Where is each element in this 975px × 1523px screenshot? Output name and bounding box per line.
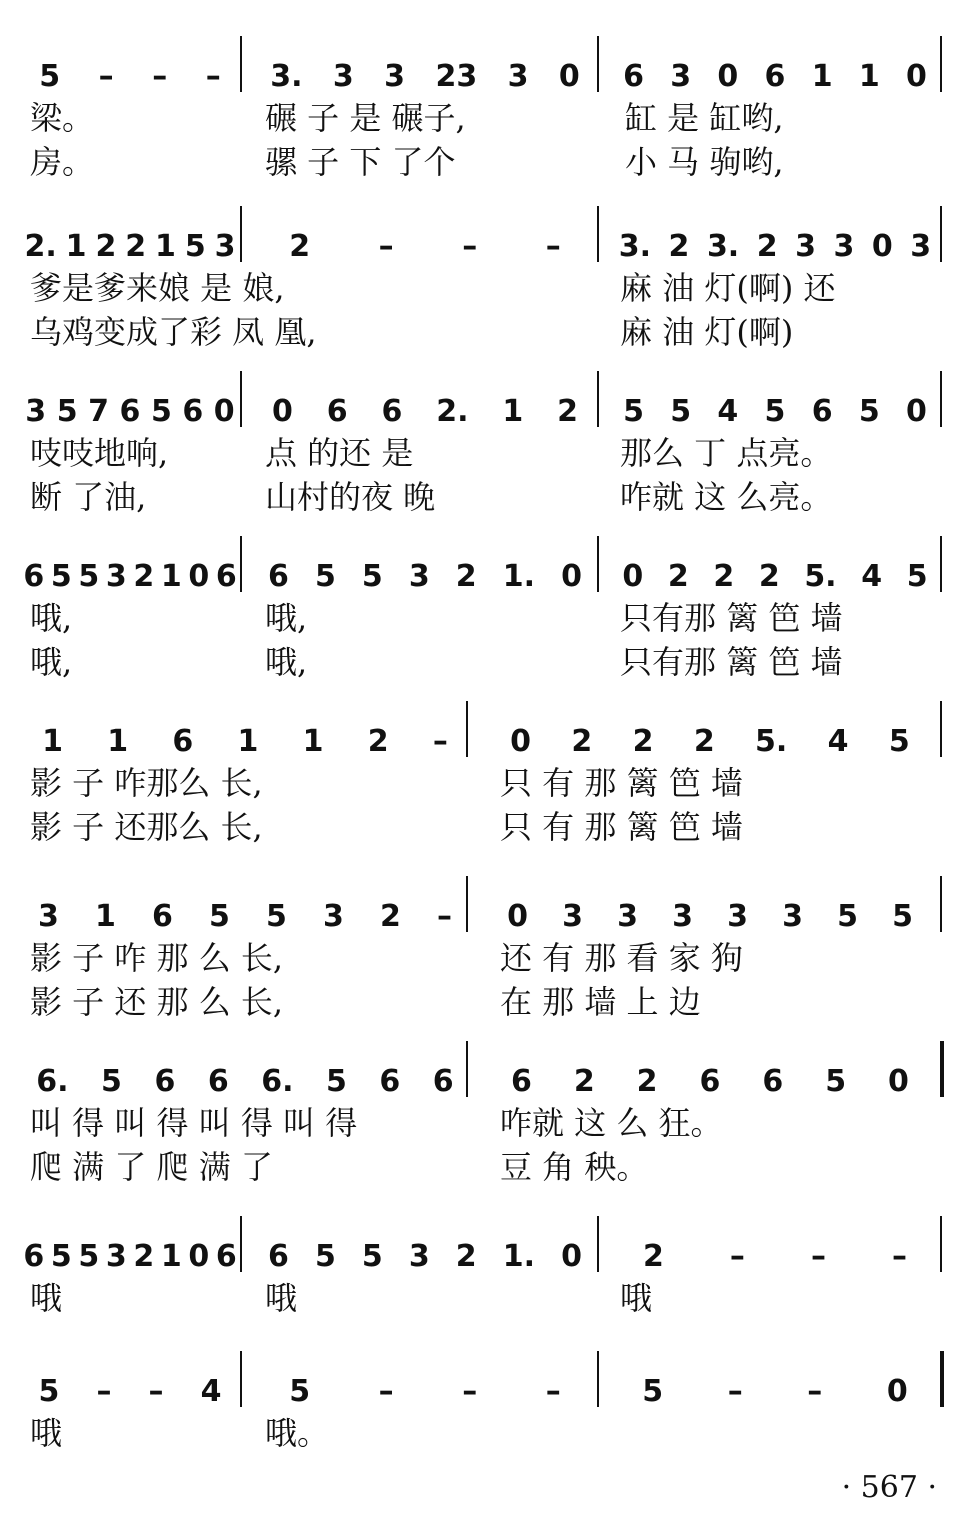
note: 1: [811, 59, 833, 94]
lyric-text: 梁。: [30, 99, 95, 137]
note: 5: [326, 1064, 347, 1099]
lyric-text: 影 子 还那么 长,: [30, 808, 263, 846]
measure: [490, 870, 930, 934]
measure: [255, 365, 595, 429]
lyric-text: 山村的夜 晚: [265, 478, 436, 516]
note: 3: [105, 1239, 127, 1274]
barline: [940, 206, 942, 262]
lyric-text: 那么 丁 点亮。: [620, 434, 833, 472]
note: 2: [379, 899, 401, 934]
note: 5: [858, 394, 880, 429]
note: 2.: [436, 394, 469, 429]
barline: [240, 36, 242, 92]
note: 3: [833, 229, 855, 264]
music-system: [0, 1035, 975, 1185]
lyric-line: [0, 644, 975, 684]
lyric-text: 吱吱地响,: [30, 434, 169, 472]
note: 2: [643, 1239, 664, 1274]
music-system: [0, 1345, 975, 1495]
lyric-text: 房。: [30, 143, 95, 181]
lyric-text: 爹是爹来娘 是 娘,: [30, 269, 285, 307]
note: 2: [557, 394, 579, 429]
lyric-line: [0, 984, 975, 1024]
note: 2: [367, 724, 389, 759]
note: –: [891, 1239, 907, 1274]
barline: [597, 1216, 599, 1272]
measure: [490, 695, 930, 759]
note: 5: [39, 59, 61, 94]
note: –: [462, 1374, 478, 1409]
lyric-text: 只 有 那 篱 笆 墙: [500, 808, 743, 846]
barline: [240, 371, 242, 427]
lyric-line: [0, 600, 975, 640]
note: 5: [314, 1239, 336, 1274]
barline: [940, 36, 942, 92]
note: 2: [668, 229, 690, 264]
note: 6: [432, 1064, 454, 1099]
barline: [240, 1351, 242, 1407]
note: –: [378, 229, 394, 264]
note: –: [545, 229, 561, 264]
note: 1.: [502, 559, 535, 594]
music-system: [0, 200, 975, 350]
note: 2: [133, 559, 155, 594]
measure: [20, 530, 240, 594]
lyric-text: 哦: [30, 1414, 63, 1452]
note: 7: [88, 394, 109, 429]
note: 6: [326, 394, 348, 429]
note: 5: [825, 1064, 847, 1099]
barline: [940, 371, 942, 427]
note: 2: [573, 1064, 595, 1099]
note: 6: [623, 59, 644, 94]
note: 2: [758, 559, 780, 594]
note: 2: [455, 559, 477, 594]
lyric-text: 哦,: [265, 599, 308, 637]
lyric-line: [0, 144, 975, 184]
note: 2: [632, 724, 654, 759]
measure: [255, 30, 595, 94]
measure: [20, 1345, 240, 1409]
note: 0: [188, 559, 210, 594]
lyric-text: 在 那 墙 上 边: [500, 983, 701, 1021]
note: –: [98, 59, 114, 94]
note: 5: [184, 229, 206, 264]
note: 0: [561, 559, 582, 594]
note: 2: [95, 229, 117, 264]
note: –: [462, 229, 478, 264]
music-system: [0, 695, 975, 845]
note: 2.: [24, 229, 57, 264]
note: 5: [314, 559, 336, 594]
barline: [597, 371, 599, 427]
note: 2: [636, 1064, 658, 1099]
note: 2: [693, 724, 715, 759]
lyric-text: 断 了油,: [30, 478, 147, 516]
note: 6: [268, 559, 289, 594]
measure: [610, 30, 940, 94]
note: 5: [209, 899, 230, 934]
note: 3: [910, 229, 932, 264]
lyric-line: [0, 765, 975, 805]
note: 6: [182, 394, 204, 429]
note: 6: [207, 1064, 229, 1099]
lyric-line: [0, 809, 975, 849]
measure: [610, 530, 940, 594]
note: 4: [200, 1374, 222, 1409]
note: 2: [667, 559, 689, 594]
note: 4: [827, 724, 849, 759]
measure: [20, 870, 470, 934]
barline: [466, 876, 468, 932]
note: 6: [23, 1239, 45, 1274]
lyric-text: 缸 是 缸哟,: [625, 99, 784, 137]
measure: [20, 1035, 470, 1099]
note: 2: [133, 1239, 155, 1274]
lyric-text: 哦,: [30, 643, 73, 681]
lyric-line: [0, 435, 975, 475]
note: 3: [795, 229, 816, 264]
note: 5: [50, 559, 72, 594]
music-system: [0, 870, 975, 1020]
note: 23: [435, 59, 478, 94]
lyric-text: 只 有 那 篱 笆 墙: [500, 764, 743, 802]
lyric-text: 点 的还 是: [265, 434, 414, 472]
note: 5: [78, 1239, 100, 1274]
note: 6: [119, 394, 141, 429]
note: 1: [107, 724, 129, 759]
barline: [466, 701, 468, 757]
note: 5: [361, 559, 383, 594]
note: 6: [23, 559, 45, 594]
barline: [940, 1216, 942, 1272]
note: 5: [56, 394, 78, 429]
note: 5: [289, 1374, 311, 1409]
lyric-line: [0, 100, 975, 140]
note: –: [152, 59, 168, 94]
note: 5: [78, 559, 100, 594]
note: 6: [762, 1064, 784, 1099]
note: 0: [888, 1064, 909, 1099]
measure: [255, 200, 595, 264]
measure: [610, 1345, 940, 1409]
lyric-text: 麻 油 灯(啊): [620, 313, 794, 351]
note: 3: [25, 394, 47, 429]
note: 5: [670, 394, 692, 429]
barline: [240, 206, 242, 262]
note: 2: [125, 229, 147, 264]
note: –: [729, 1239, 745, 1274]
note: –: [436, 899, 452, 934]
music-system: [0, 30, 975, 180]
lyric-text: 爬 满 了 爬 满 了: [30, 1148, 273, 1186]
lyric-text: 麻 油 灯(啊) 还: [620, 269, 836, 307]
measure: [255, 530, 595, 594]
note: 5: [906, 559, 928, 594]
lyric-text: 影 子 还 那 么 长,: [30, 983, 284, 1021]
note: 5: [150, 394, 172, 429]
lyric-line: [0, 270, 975, 310]
note: 0: [871, 229, 893, 264]
note: 0: [561, 1239, 582, 1274]
note: 0: [717, 59, 739, 94]
note: 0: [622, 559, 644, 594]
note: 2: [289, 229, 311, 264]
measure: [610, 200, 940, 264]
measure: [20, 30, 240, 94]
note: 5: [888, 724, 910, 759]
note: 0: [510, 724, 532, 759]
note: 6: [215, 1239, 237, 1274]
note: –: [148, 1374, 164, 1409]
note: 2: [571, 724, 593, 759]
note: 5: [764, 394, 786, 429]
lyric-text: 骡 子 下 了个: [265, 143, 456, 181]
note: 1: [502, 394, 524, 429]
lyric-text: 咋就 这 么 狂。: [500, 1104, 723, 1142]
page-number: · 567 ·: [841, 1470, 937, 1505]
lyric-text: 咋就 这 么亮。: [620, 478, 833, 516]
lyric-text: 豆 角 秧。: [500, 1148, 649, 1186]
lyric-line: [0, 314, 975, 354]
barline: [597, 206, 599, 262]
note: 4: [861, 559, 883, 594]
lyric-text: 哦,: [30, 599, 73, 637]
lyric-line: [0, 1415, 975, 1455]
measure: [490, 1035, 930, 1099]
note: 6.: [36, 1064, 69, 1099]
music-system: [0, 530, 975, 680]
note: 3: [38, 899, 59, 934]
barline: [940, 876, 942, 932]
note: 3: [782, 899, 803, 934]
note: 0: [188, 1239, 210, 1274]
note: 3: [105, 559, 127, 594]
note: 0: [271, 394, 293, 429]
note: 6: [172, 724, 194, 759]
note: 6: [215, 559, 237, 594]
measure: [20, 1210, 240, 1274]
note: 0: [905, 59, 927, 94]
music-system: [0, 365, 975, 515]
barline: [597, 1351, 599, 1407]
note: 5.: [755, 724, 788, 759]
lyric-text: 碾 子 是 碾子,: [265, 99, 466, 137]
barline: [940, 701, 942, 757]
lyric-text: 哦,: [265, 643, 308, 681]
note: –: [96, 1374, 112, 1409]
note: 3: [617, 899, 638, 934]
note: 6: [811, 394, 833, 429]
note: 4: [717, 394, 739, 429]
note: 6: [381, 394, 403, 429]
note: 6: [510, 1064, 532, 1099]
note: 5: [623, 394, 644, 429]
note: –: [378, 1374, 394, 1409]
note: 5: [361, 1239, 383, 1274]
note: 1: [95, 899, 116, 934]
note: 1: [65, 229, 87, 264]
note: 3.: [618, 229, 652, 264]
measure: [255, 1210, 595, 1274]
barline: [240, 536, 242, 592]
lyric-text: 哦: [265, 1279, 298, 1317]
note: 3.: [706, 229, 740, 264]
lyric-line: [0, 1149, 975, 1189]
measure: [610, 1210, 940, 1274]
barline: [466, 1041, 468, 1097]
barline: [240, 1216, 242, 1272]
note: 3: [507, 59, 529, 94]
note: 1.: [502, 1239, 535, 1274]
note: 6: [152, 899, 173, 934]
note: 6: [764, 59, 786, 94]
note: 5: [38, 1374, 60, 1409]
note: 3: [408, 1239, 430, 1274]
lyric-text: 只有那 篱 笆 墙: [620, 599, 843, 637]
note: –: [727, 1374, 743, 1409]
note: 1: [155, 229, 176, 264]
note: 6.: [261, 1064, 294, 1099]
lyric-text: 哦。: [265, 1414, 330, 1452]
note: 5: [50, 1239, 72, 1274]
note: –: [810, 1239, 826, 1274]
note: 0: [905, 394, 927, 429]
lyric-line: [0, 940, 975, 980]
note: 5: [642, 1374, 664, 1409]
lyric-line: [0, 479, 975, 519]
note: –: [432, 724, 448, 759]
final-barline: [940, 1041, 944, 1097]
note: 5: [101, 1064, 122, 1099]
lyric-text: 影 子 咋那么 长,: [30, 764, 263, 802]
note: 2: [756, 229, 778, 264]
barline: [597, 36, 599, 92]
note: 1: [858, 59, 880, 94]
note: 3: [670, 59, 692, 94]
note: 1: [160, 559, 182, 594]
note: 5: [892, 899, 913, 934]
measure: [610, 365, 940, 429]
lyric-text: 哦: [620, 1279, 653, 1317]
note: 5: [265, 899, 287, 934]
note: –: [807, 1374, 823, 1409]
note: 0: [507, 899, 528, 934]
measure: [20, 695, 470, 759]
note: 2: [713, 559, 735, 594]
note: 0: [886, 1374, 908, 1409]
note: 6: [699, 1064, 721, 1099]
lyric-text: 还 有 那 看 家 狗: [500, 939, 743, 977]
note: 6: [379, 1064, 401, 1099]
lyric-text: 只有那 篱 笆 墙: [620, 643, 843, 681]
measure: [20, 365, 240, 429]
note: 2: [455, 1239, 477, 1274]
note: 6: [268, 1239, 289, 1274]
note: 5: [837, 899, 858, 934]
note: 1: [302, 724, 324, 759]
lyric-text: 乌鸡变成了彩 凤 凰,: [30, 313, 317, 351]
lyric-line: [0, 1280, 975, 1320]
measure: [20, 200, 240, 264]
note: 3: [332, 59, 354, 94]
note: 1: [42, 724, 63, 759]
note: –: [545, 1374, 561, 1409]
lyric-text: 叫 得 叫 得 叫 得 叫 得: [30, 1104, 358, 1142]
note: 1: [160, 1239, 182, 1274]
music-system: [0, 1210, 975, 1360]
note: 3: [727, 899, 748, 934]
note: 5.: [804, 559, 837, 594]
note: 3: [384, 59, 406, 94]
note: 3: [408, 559, 430, 594]
lyric-line: [0, 1105, 975, 1145]
note: 3: [214, 229, 236, 264]
lyric-text: 哦: [30, 1279, 63, 1317]
note: 3: [672, 899, 693, 934]
barline: [940, 536, 942, 592]
note: –: [205, 59, 221, 94]
note: 0: [558, 59, 580, 94]
final-barline: [940, 1351, 944, 1407]
note: 3.: [270, 59, 303, 94]
note: 3: [322, 899, 344, 934]
note: 1: [237, 724, 259, 759]
lyric-text: 影 子 咋 那 么 长,: [30, 939, 284, 977]
note: 6: [154, 1064, 176, 1099]
measure: [255, 1345, 595, 1409]
note: 3: [562, 899, 583, 934]
lyric-text: 小 马 驹哟,: [625, 143, 784, 181]
barline: [597, 536, 599, 592]
note: 0: [213, 394, 235, 429]
